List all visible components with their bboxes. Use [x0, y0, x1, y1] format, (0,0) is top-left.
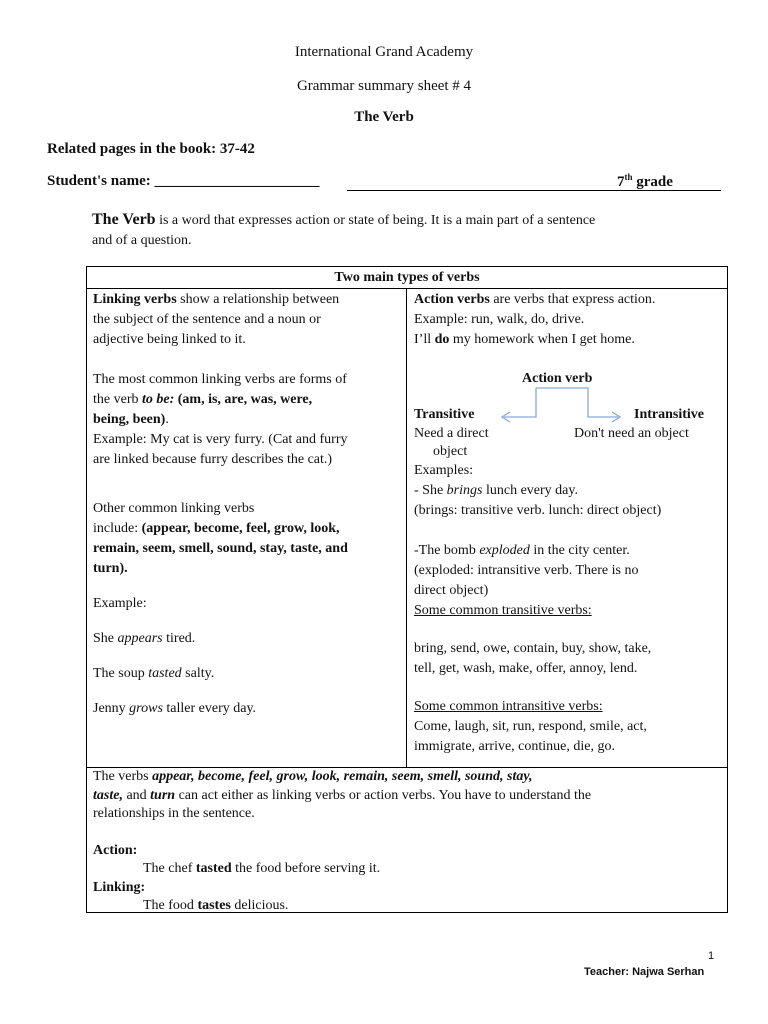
intro-paragraph: The Verb is a word that expresses action or state of being. It is a main part of a sentence and of a question.	[92, 211, 596, 248]
related-pages: Related pages in the book: 37-42	[47, 141, 255, 157]
table-right-border	[727, 266, 728, 913]
linking-example-label: Linking:	[93, 879, 146, 895]
transitive-intransitive-arrows	[496, 384, 636, 424]
transitive-list-1: bring, send, owe, contain, buy, show, take,	[414, 641, 652, 656]
transitive-list-2: tell, get, wash, make, offer, annoy, lend.	[414, 661, 638, 676]
intransitive-list-1: Come, laugh, sit, run, respond, smile, act,	[414, 719, 647, 734]
linking-example-label: Example:	[93, 596, 147, 611]
dual-role-note: The verbs appear, become, feel, grow, look, remain, seem, smell, sound, stay, taste, and turn can act either as linking verbs or action verbs. You have to understand the relationships in the sentence. Action: The chef tasted the food before serving it. Linking: The food tastes delicious.	[93, 768, 723, 916]
intransitive-description: Don't need an object	[574, 426, 689, 441]
page-title: The Verb	[354, 109, 414, 125]
page-number: 1	[708, 950, 715, 962]
transitive-list-label: Some common transitive verbs:	[414, 603, 592, 618]
linking-verbs-column	[93, 290, 403, 719]
intransitive-label: Intransitive	[634, 407, 704, 422]
intransitive-list-2: immigrate, arrive, continue, die, go.	[414, 739, 615, 754]
diagram-title: Action verb	[522, 371, 593, 386]
transitive-label: Transitive	[414, 407, 475, 422]
linking-example-3: Jenny grows taller every day.	[93, 701, 257, 716]
table-heading-border	[86, 288, 728, 289]
linking-common-forms: The most common linking verbs are forms of the verb to be: (am, is, are, was, were, being, been). Example: My cat is very furry. (Cat and furry are linked because furry describes the cat.)	[93, 372, 348, 467]
action-example-label: Action:	[93, 842, 138, 858]
linking-definition: Linking verbs show a relationship between the subject of the sentence and a noun or adjective being linked to it.	[93, 292, 340, 347]
sheet-title: Grammar summary sheet # 4	[296, 78, 472, 94]
intransitive-list-label: Some common intransitive verbs:	[414, 699, 603, 714]
action-examples: Examples: - She brings lunch every day. (brings: transitive verb. lunch: direct object) -The bomb exploded in the city center. (exploded: intransitive verb. There is no direct object) Some common transitive verbs: bring, send, owe, contain, buy, show, take, tell, get, wash, make, offer, annoy, lend. Some common intransitive verbs: Come, laugh, sit, run, respond, smile, act, immigrate, arrive, continue, die, go.	[414, 461, 726, 757]
grade-label: 7th grade	[617, 172, 673, 190]
student-name-label: Student's name: ______________________	[47, 173, 320, 189]
linking-other-verbs: Other common linking verbs include: (appear, become, feel, grow, look, remain, seem, smell, sound, stay, taste, and turn).	[93, 501, 348, 576]
table-left-border	[86, 266, 87, 913]
action-verbs-column	[414, 290, 726, 350]
linking-example-1: She appears tired.	[93, 631, 196, 646]
table-heading: Two main types of verbs	[334, 270, 480, 285]
school-name: International Grand Academy	[294, 44, 474, 60]
action-definition: Action verbs are verbs that express action. Example: run, walk, do, drive. I’ll do my homework when I get home.	[414, 292, 656, 347]
table-column-divider	[406, 288, 407, 768]
transitive-description: Need a direct	[414, 426, 489, 441]
linking-example-2: The soup tasted salty.	[93, 666, 215, 681]
transitive-description-object: object	[433, 444, 468, 459]
table-top-border	[86, 266, 728, 267]
linking-example-sentence: The food tastes delicious.	[143, 898, 289, 913]
action-example-sentence: The chef tasted the food before serving it.	[143, 861, 381, 876]
teacher-name: Teacher: Najwa Serhan	[584, 966, 705, 978]
